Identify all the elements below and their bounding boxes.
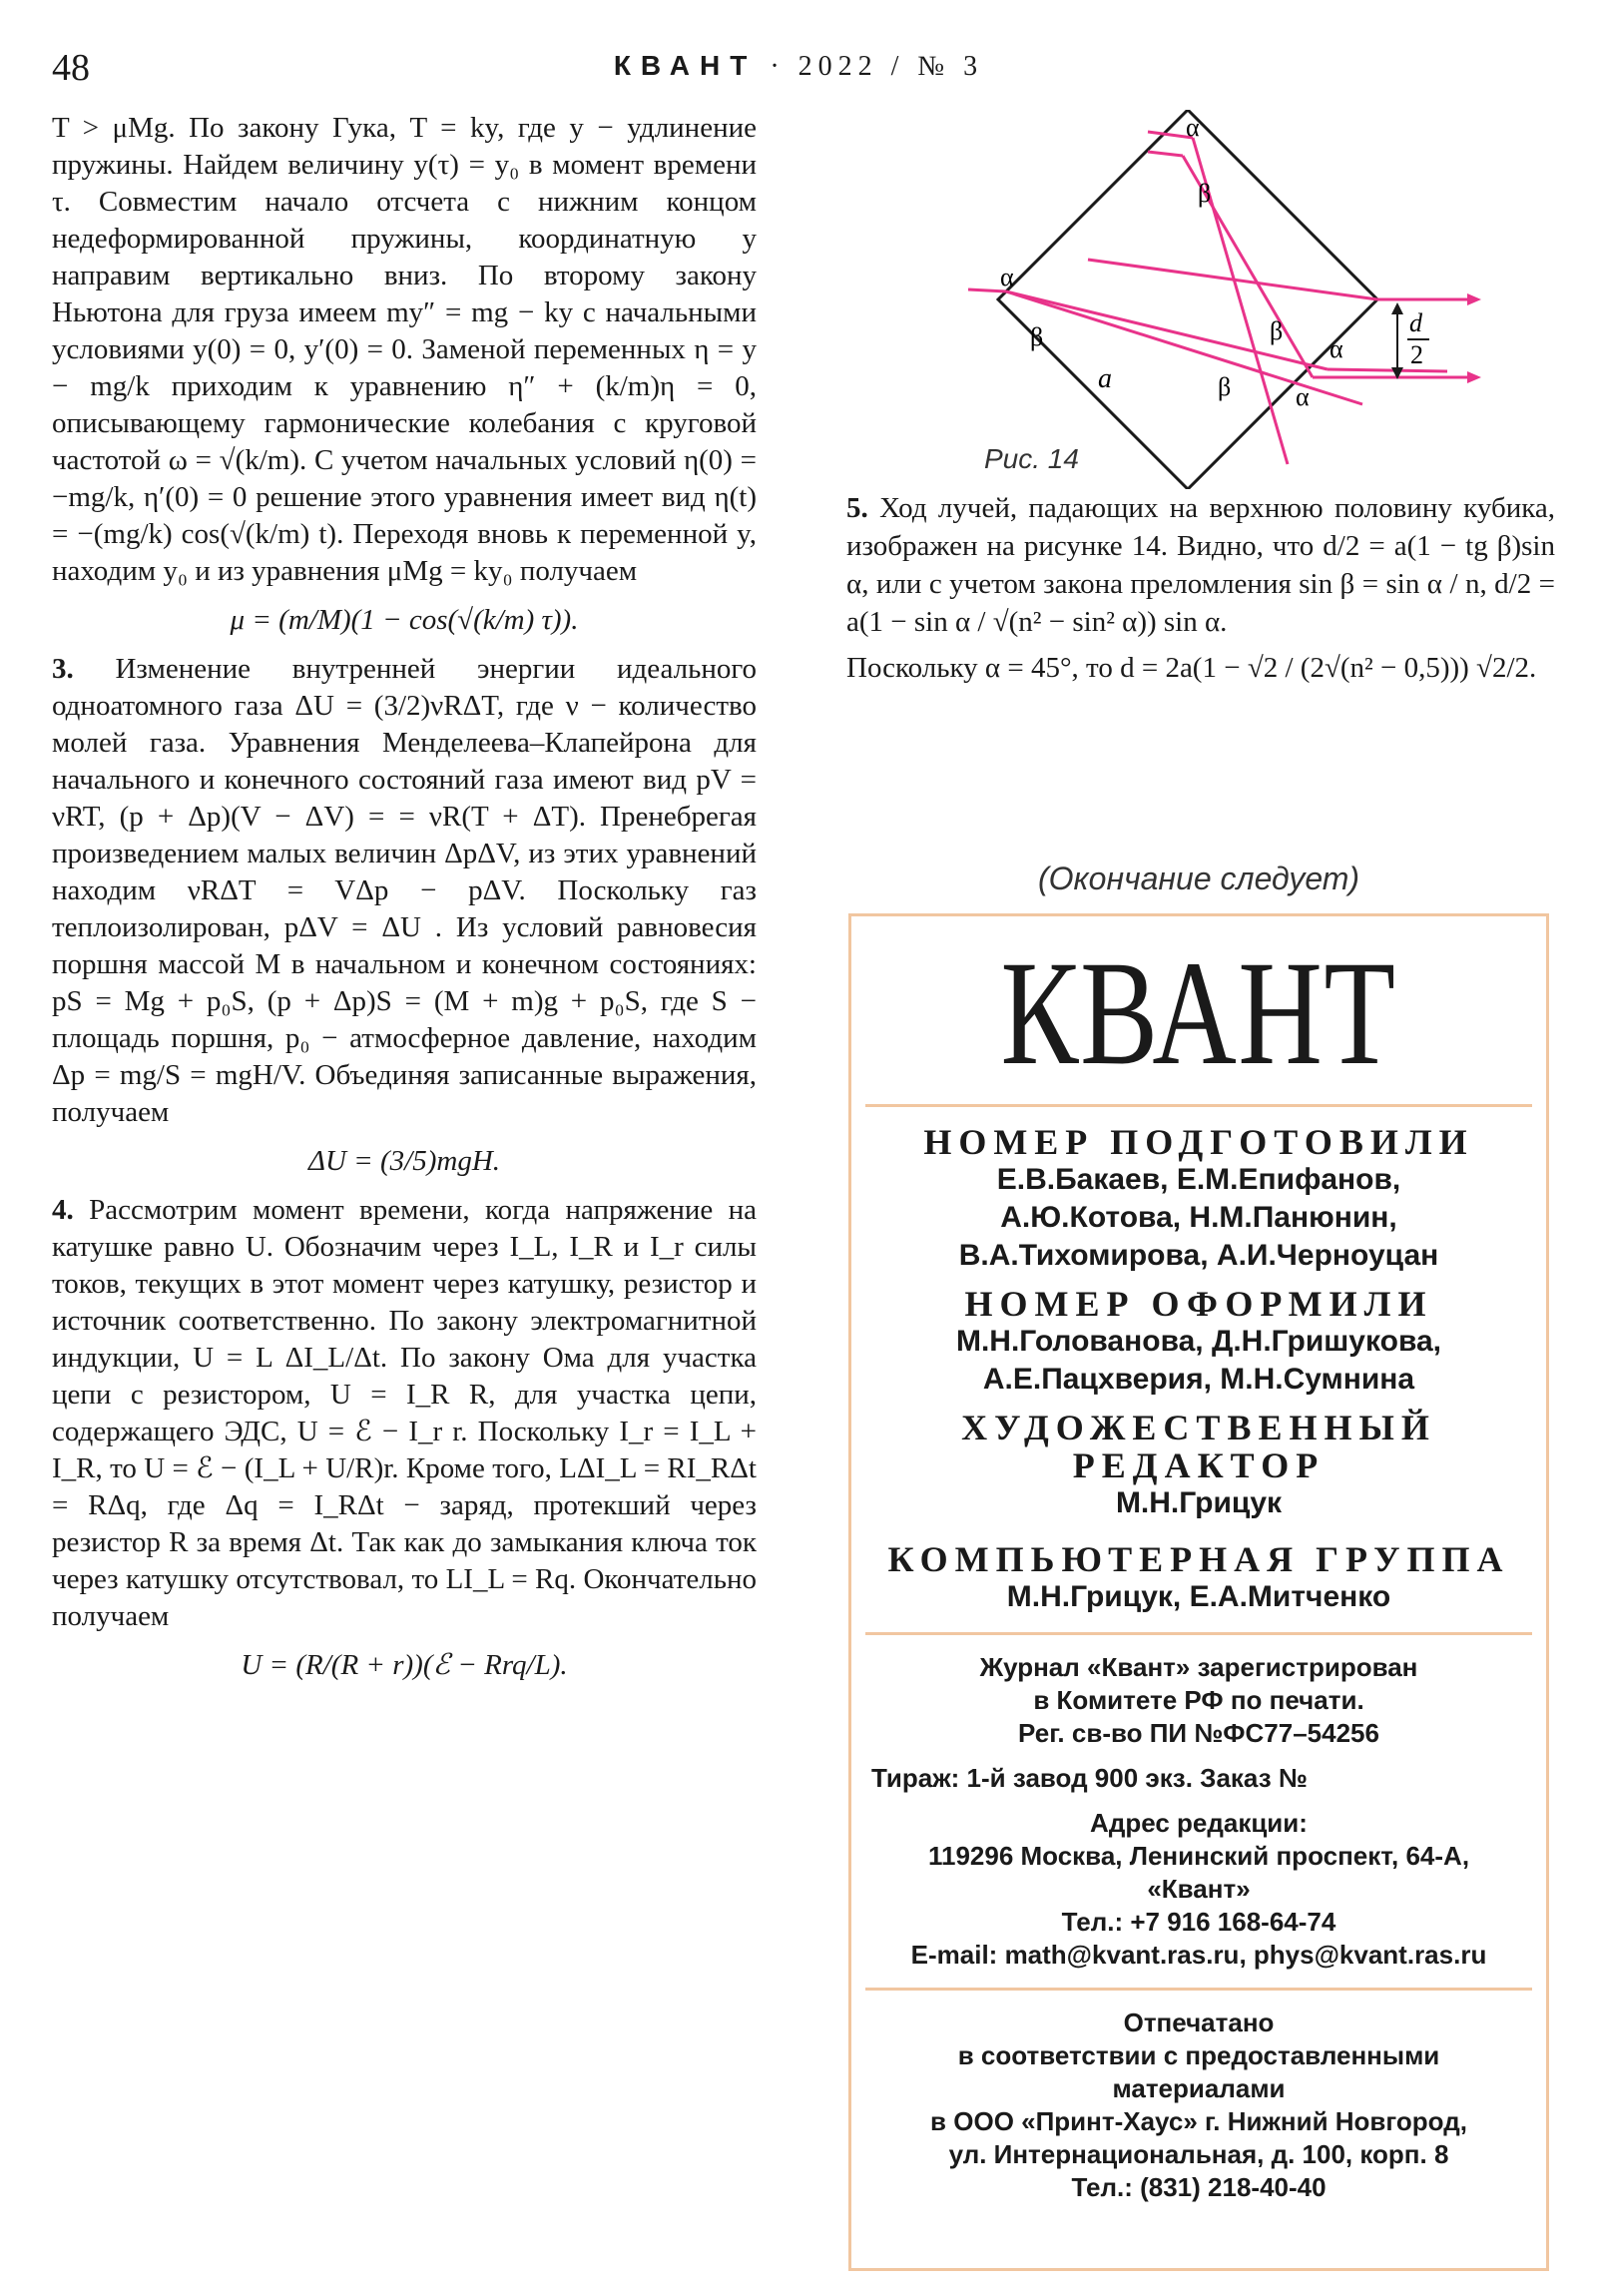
info-line: в Комитете РФ по печати.	[1033, 1685, 1364, 1715]
header-separator: ·	[770, 51, 786, 82]
info-line: в соответствии с предоставленными	[957, 2040, 1440, 2070]
continuation-note: (Окончание следует)	[1038, 861, 1360, 896]
info-line: 119296 Москва, Ленинский проспект, 64-А,	[927, 1841, 1470, 1871]
prepared-names	[851, 1161, 1546, 1275]
kvant-logo: КВАНТ	[1000, 930, 1397, 1096]
registration-info	[851, 1651, 1546, 1750]
name-line: М.Н.Голованова, Д.Н.Гришукова,	[955, 1325, 1442, 1358]
label-alpha: α	[1330, 334, 1343, 363]
internal-ray	[1088, 260, 1377, 299]
name-line: А.Ю.Котова, Н.М.Панюнин,	[1000, 1201, 1397, 1234]
info-line: Отпечатано	[1123, 2008, 1275, 2037]
designed-names	[851, 1323, 1546, 1399]
info-line: Рег. св-во ПИ №ФС77–54256	[1018, 1718, 1379, 1748]
solution-3-text: Изменение внутренней энергии идеального одноатомного газа ΔU = (3/2)νRΔT, где ν − количество молей газа. Уравнения Менделеева–Клапейрона для начального и конечного состояний газа имеют вид pV = νRT, (p + Δp)(V − ΔV) = = νR(T + ΔT). Пренебрегая произведением малых величин ΔpΔV, из этих уравнений находим νRΔT = VΔp − pΔV. Поскольку газ теплоизолирован, pΔV = ΔU . Из условий равновесия поршня массой M в начальном и конечном состояниях: pS = Mg + p₀S, (p + Δp)S = (M + m)g + p₀S, где S − площадь поршня, p₀ − атмосферное давление, находим Δp = mg/S = mgH/V. Объединяя записанные выражения, получаем	[52, 653, 758, 1128]
exit-ray	[1328, 369, 1447, 371]
right-column	[846, 489, 1555, 695]
solution-5-result: Поскольку α = 45°, то d = 2a(1 − √2 / (2√(n² − 0,5))) √2/2.	[846, 652, 1537, 684]
info-line: Журнал «Квант» зарегистрирован	[979, 1652, 1418, 1682]
art-editor-heading	[851, 1409, 1546, 1484]
label-beta: β	[1270, 316, 1284, 345]
name-line: Е.В.Бакаев, Е.М.Епифанов,	[996, 1163, 1401, 1196]
solution-4-text: Рассмотрим момент времени, когда напряжение на катушке равно U. Обозначим через I_L, I_R и I_r силы токов, текущих в этот момент через катушку, резистор и источник соответственно. По закону электромагнитной индукции, U = L ΔI_L/Δt. По закону Ома для участка цепи с резистором, U = I_R R, для участка цепи, содержащего ЭДС, U = ℰ − I_r r. Поскольку I_r = I_L + I_R, то U = ℰ − (I_L + U/R)r. Кроме того, LΔI_L = RI_RΔt = RΔq, где Δq = I_RΔt − заряд, протекший через резистор R за время Δt. Так как до замыкания ключа ток через катушку отсутствовал, то LI_L = Rq. Окончательно получаем	[52, 1194, 757, 1632]
name-line: В.А.Тихомирова, А.И.Черноуцан	[958, 1239, 1439, 1272]
credits-box	[848, 913, 1549, 2271]
solution-5-text: Ход лучей, падающих на верхнюю половину кубика, изображен на рисунке 14. Видно, что d/2 = a(1 − tg β)sin α, или с учетом закона преломления sin β = sin α / n, d/2 = a(1 − sin α / √(n² − sin² α)) sin α.	[846, 492, 1555, 638]
equation-mu: μ = (m/M)(1 − cos(√(k/m) τ)).	[230, 604, 579, 636]
problem-number-4: 4.	[52, 1194, 74, 1226]
label-alpha: α	[1186, 113, 1200, 142]
problem-number-5: 5.	[846, 492, 868, 524]
equation-delta-u: ΔU = (3/5)mgH.	[307, 1145, 501, 1177]
solution-4	[52, 1192, 757, 1635]
label-d: d	[1409, 308, 1422, 337]
label-alpha: α	[1000, 263, 1014, 291]
journal-name: КВАНТ	[613, 50, 758, 81]
figure-caption: Рис. 14	[984, 443, 1079, 474]
label-beta: β	[1198, 179, 1212, 208]
designed-heading: НОМЕР ОФОРМИЛИ	[964, 1284, 1433, 1324]
arrow-head	[1467, 293, 1481, 305]
circulation-info: Тираж: 1-й завод 900 экз. Заказ №	[871, 1763, 1308, 1793]
divider	[865, 1632, 1532, 1635]
incident-ray	[1148, 152, 1183, 156]
label-two: 2	[1410, 340, 1423, 369]
solution-5	[846, 489, 1555, 641]
computer-group-names: М.Н.Грицук, Е.А.Митченко	[1006, 1580, 1391, 1613]
label-alpha: α	[1296, 382, 1310, 411]
info-line: ул. Интернациональная, д. 100, корп. 8	[948, 2139, 1449, 2169]
computer-group-heading: КОМПЬЮТЕРНАЯ ГРУППА	[887, 1539, 1510, 1579]
info-line: Тел.: (831) 218-40-40	[1071, 2172, 1327, 2202]
info-line: «Квант»	[1147, 1874, 1251, 1904]
address-info	[851, 1807, 1546, 1972]
prepared-heading: НОМЕР ПОДГОТОВИЛИ	[923, 1122, 1474, 1162]
figure-14-diagram	[968, 110, 1487, 489]
art-editor-name: М.Н.Грицук	[1115, 1486, 1283, 1519]
equation-u: U = (R/(R + r))(ℰ − Rrq/L).	[241, 1649, 568, 1681]
name-line: А.Е.Пацхверия, М.Н.Сумнина	[982, 1363, 1415, 1396]
arrow-head	[1467, 371, 1481, 383]
label-beta: β	[1218, 372, 1232, 401]
running-header	[0, 50, 1597, 83]
printing-info	[851, 2007, 1546, 2204]
problem-number-3: 3.	[52, 653, 74, 685]
label-beta: β	[1030, 322, 1044, 351]
solution-3	[52, 651, 757, 1131]
label-a: a	[1098, 363, 1112, 394]
heading-line: ХУДОЖЕСТВЕННЫЙ	[961, 1408, 1436, 1447]
email-line: E-mail: math@kvant.ras.ru, phys@kvant.ras.ru	[910, 1940, 1487, 1970]
heading-line: РЕДАКТОР	[1072, 1445, 1326, 1485]
divider	[865, 1988, 1532, 1991]
info-line: Тел.: +7 916 168-64-74	[1061, 1907, 1336, 1937]
info-line: в ООО «Принт-Хаус» г. Нижний Новгород,	[930, 2106, 1467, 2136]
solution-2-text: T > μMg. По закону Гука, T = ky, где y − удлинение пружины. Найдем величину y(τ) = y₀ в момент времени τ. Совместим начало отсчета с нижним концом недеформированной пружины, координатную y направим вертикально вниз. По второму закону Ньютона для груза имеем my″ = mg − ky с начальными условиями y(0) = 0, y′(0) = 0. Заменой переменных η = y − mg/k приходим к уравнению η″ + (k/m)η = 0, описывающему гармонические колебания с круговой частотой ω = √(k/m). С учетом начальных условий η(0) = −mg/k, η′(0) = 0 решение этого уравнения имеет вид η(t) = −(mg/k) cos(√(k/m) t). Переходя вновь к переменной y, находим y₀ и из уравнения μMg = ky₀ получаем	[52, 112, 757, 587]
left-column	[52, 110, 757, 1696]
divider	[865, 1104, 1532, 1107]
issue-number: 2022 / № 3	[798, 51, 984, 82]
info-line: Адрес редакции:	[1090, 1808, 1308, 1838]
info-line: материалами	[1112, 2073, 1286, 2103]
page-number: 48	[52, 47, 90, 89]
